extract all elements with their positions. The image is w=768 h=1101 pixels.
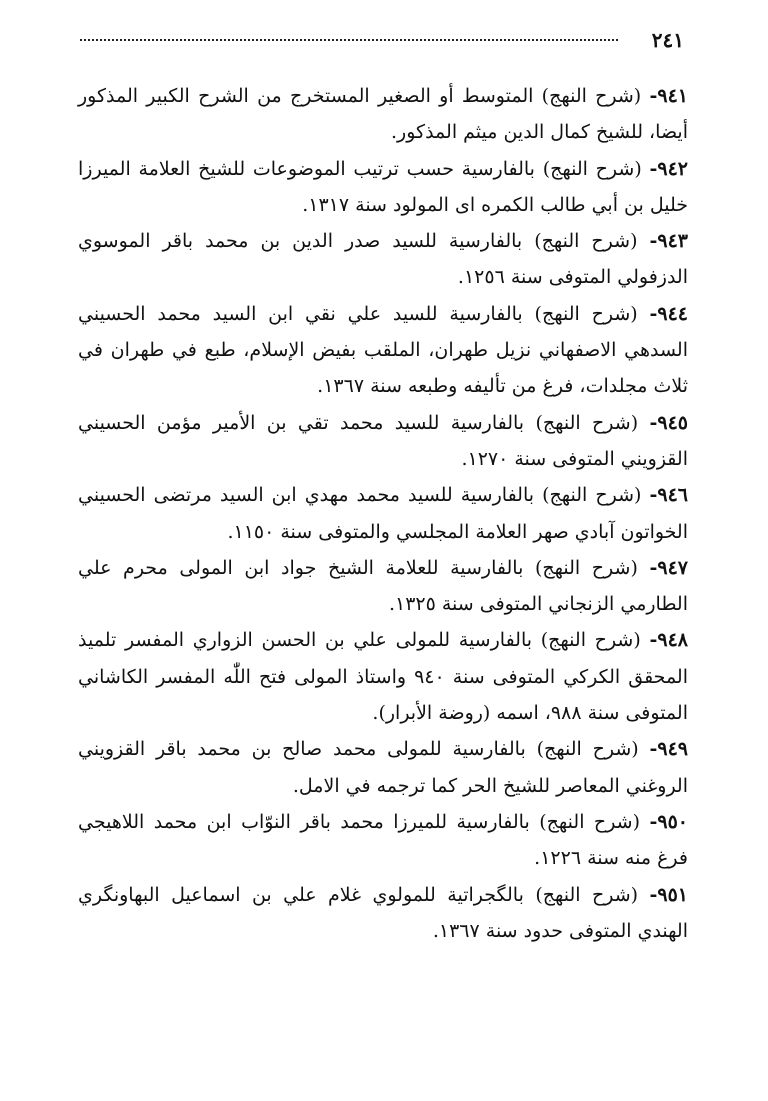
entry-number: ٩٤٥- — [649, 411, 688, 434]
entry-title: (شرح النهج) — [542, 157, 642, 180]
entry-947 — [78, 550, 688, 623]
entry-number: ٩٤٩- — [649, 738, 689, 761]
entry-text: المتوسط أو الصغير المستخرج من الشرح الكبير المذكور أيضا، للشيخ كمال الدين ميثم المذكور. — [78, 85, 688, 144]
page-header — [80, 24, 684, 56]
entry-951 — [78, 877, 688, 950]
entry-949 — [78, 731, 688, 804]
entry-title: (شرح النهج) — [534, 230, 638, 253]
entry-948 — [78, 622, 688, 731]
entry-title: (شرح النهج) — [540, 629, 641, 652]
entry-941 — [78, 78, 688, 151]
entry-text: بالفارسية للعلامة الشيخ جواد ابن المولى محرم علي الطارمي الزنجاني المتوفى سنة ١٣٢٥. — [78, 556, 688, 616]
entry-text: بالفارسية للسيد محمد تقي بن الأمير مؤمن الحسيني القزويني المتوفى سنة ١٢٧٠. — [78, 411, 688, 470]
entry-number: ٩٥١- — [649, 883, 689, 906]
entry-943 — [78, 223, 688, 296]
entry-number: ٩٤٤- — [649, 302, 689, 325]
entry-title: (شرح النهج) — [542, 484, 642, 507]
entry-text: بالفارسية للسيد محمد مهدي ابن السيد مرتضى الحسيني الخواتون آبادي صهر العلامة المجلسي والمتوفى سنة ١١٥٠. — [78, 484, 688, 543]
entry-text: بالفارسية للميرزا محمد باقر النوّاب ابن محمد اللاهيجي فرغ منه سنة ١٢٢٦. — [78, 810, 688, 870]
entry-text: بالفارسية للمولى محمد صالح بن محمد باقر القزويني الروغني المعاصر للشيخ الحر كما ترجمه في الامل. — [78, 738, 688, 797]
entry-942 — [78, 151, 688, 224]
entry-946 — [78, 477, 688, 550]
entry-text: بالفارسية للسيد صدر الدين بن محمد باقر الموسوي الدزفولي المتوفى سنة ١٢٥٦. — [78, 230, 688, 289]
entry-title: (شرح النهج) — [534, 302, 638, 325]
entry-text: بالفارسية حسب ترتيب الموضوعات للشيخ العلامة الميرزا خليل بن أبي طالب الكمره اى المولود سنة ١٣١٧. — [78, 157, 688, 216]
entries-list — [78, 78, 688, 949]
entry-title: (شرح النهج) — [535, 883, 639, 906]
page-number: ٢٤١ — [651, 28, 684, 52]
entry-text: بالگجراتية للمولوي غلام علي بن اسماعيل البهاونگري الهندي المتوفى حدود سنة ١٣٦٧. — [78, 883, 688, 942]
entry-number: ٩٤٦- — [649, 484, 689, 507]
entry-text: بالفارسية للمولى علي بن الحسن الزواري المفسر تلميذ المحقق الكركي المتوفى سنة ٩٤٠ واستاذ المولى فتح اللّٰه المفسر الكاشاني المتوفى سنة ٩٨٨، اسمه (روضة الأبرار). — [78, 629, 688, 725]
entry-number: ٩٤٣- — [649, 230, 688, 253]
entry-950 — [78, 804, 688, 877]
entry-title: (شرح النهج) — [541, 85, 642, 107]
entry-945 — [78, 405, 688, 478]
entry-title: (شرح النهج) — [536, 738, 639, 761]
entry-title: (شرح النهج) — [539, 810, 641, 833]
entry-number: ٩٤٨- — [649, 629, 688, 652]
entry-title: (شرح النهج) — [535, 411, 639, 434]
entry-number: ٩٤١- — [649, 85, 688, 107]
header-dotted-rule — [80, 39, 618, 41]
entry-text: بالفارسية للسيد علي نقي ابن السيد محمد الحسيني السدهي الاصفهاني نزيل طهران، الملقب بفيض الإسلام، طبع في طهران في ثلاث مجلدات، فرغ من تأليفه وطبعه سنة ١٣٦٧. — [78, 302, 688, 398]
entry-number: ٩٤٢- — [649, 157, 688, 180]
entry-number: ٩٥٠- — [649, 810, 688, 833]
entry-title: (شرح النهج) — [534, 556, 638, 579]
entry-944 — [78, 296, 688, 405]
entry-number: ٩٤٧- — [649, 556, 688, 579]
